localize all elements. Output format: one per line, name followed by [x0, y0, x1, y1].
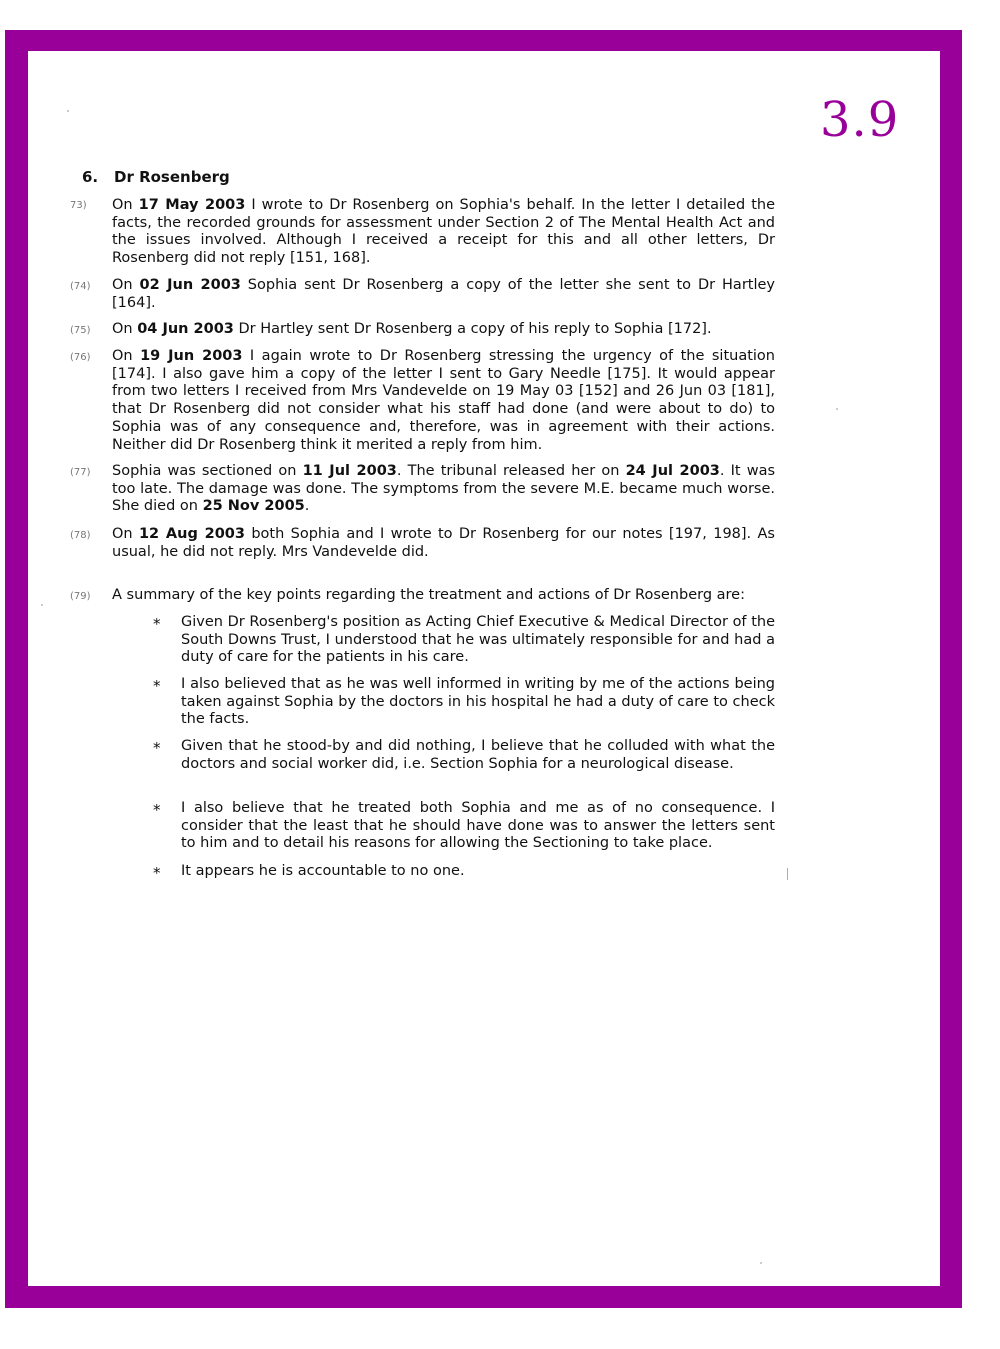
text-run: On	[112, 526, 139, 542]
date-bold: 02 Jun 2003	[139, 277, 241, 293]
paragraph-ref: (75)	[70, 325, 91, 336]
text-run: Sophia was sectioned on	[112, 463, 303, 479]
page-number: 3.9	[820, 92, 900, 148]
section-title: Dr Rosenberg	[114, 168, 230, 186]
text-run: On	[112, 321, 138, 337]
date-bold: 19 Jun 2003	[140, 348, 243, 364]
section-number: 6.	[82, 168, 99, 186]
text-run: . The tribunal released her on	[396, 463, 626, 479]
text-run: On	[112, 277, 140, 293]
text-run: Dr Hartley sent Dr Rosenberg a copy of his reply to Sophia [172].	[233, 321, 712, 337]
paragraph	[112, 463, 775, 516]
section-heading	[82, 168, 230, 186]
paragraph-ref: (76)	[70, 352, 91, 363]
paragraph-ref: 73)	[70, 200, 87, 211]
date-bold: 11 Jul 2003	[302, 463, 397, 479]
scan-speck	[41, 604, 43, 606]
paragraph	[112, 526, 775, 561]
scan-speck	[787, 868, 788, 880]
text-run: On	[112, 197, 139, 213]
date-bold: 17 May 2003	[138, 197, 246, 213]
text-run: Sophia sent Dr Rosenberg a copy of the letter she sent to Dr Hartley [164].	[112, 277, 775, 311]
bullet-marker: *	[153, 739, 161, 757]
text-run: A summary of the key points regarding the treatment and actions of Dr Rosenberg are:	[112, 587, 745, 603]
paragraph	[112, 277, 775, 312]
paragraph-ref: (78)	[70, 530, 91, 541]
scan-speck	[836, 408, 838, 410]
bullet-marker: *	[153, 801, 161, 819]
bullet-item: Given Dr Rosenberg's position as Acting Chief Executive & Medical Director of the South Downs Trust, I understood that he was ultimately responsible for and had a duty of care for the patients in his care.	[181, 614, 775, 666]
paragraph	[112, 321, 775, 339]
paragraph-ref: (77)	[70, 467, 91, 478]
paragraph	[112, 197, 775, 268]
text-run: On	[112, 348, 141, 364]
bullet-item: I also believed that as he was well informed in writing by me of the actions being taken against Sophia by the doctors in his hospital he had a duty of care to check the facts.	[181, 676, 775, 728]
scan-speck	[67, 110, 69, 112]
bullet-item: Given that he stood-by and did nothing, I believe that he colluded with what the doctors and social worker did, i.e. Section Sophia for a neurological disease.	[181, 738, 775, 772]
bullet-item: It appears he is accountable to no one.	[181, 863, 465, 879]
bullet-item: I also believe that he treated both Sophia and me as of no consequence. I consider that the least that he should have done was to answer the letters sent to him and to detail his reasons for allowing the Sectioning to take place.	[181, 800, 775, 852]
text-run: . It was too late. The damage was done. The symptoms from the severe M.E. became much worse. She died on	[112, 463, 776, 515]
bullet-marker: *	[153, 864, 161, 882]
date-bold: 12 Aug 2003	[138, 526, 245, 542]
date-bold: 04 Jun 2003	[137, 321, 234, 337]
text-run: .	[304, 498, 310, 515]
bullet-marker: *	[153, 615, 161, 633]
paragraph	[112, 348, 775, 454]
paragraph	[112, 587, 775, 605]
paragraph-ref: (74)	[70, 281, 91, 292]
scan-speck	[760, 1262, 762, 1264]
paragraph-ref: (79)	[70, 591, 91, 602]
text-run: I again wrote to Dr Rosenberg stressing the urgency of the situation [174]. I also gave him a copy of the letter I sent to Gary Needle [175]. It would appear from two letters I received from Mrs Vandevelde on 19 May 03 [152] and 26 Jun 03 [181], that Dr Rosenberg did not consider what his staff had done (and were about to do) to Sophia was of any consequence and, therefore, was in agreement with their actions. Neither did Dr Rosenberg think it merited a reply from him.	[112, 348, 775, 453]
date-bold: 24 Jul 2003	[625, 463, 720, 479]
bullet-marker: *	[153, 677, 161, 695]
date-bold: 25 Nov 2005	[202, 498, 305, 515]
text-run: I wrote to Dr Rosenberg on Sophia's behalf. In the letter I detailed the facts, the recorded grounds for assessment under Section 2 of The Mental Health Act and the issues involved. Although I received a receipt for this and all other letters, Dr Rosenberg did not reply [151, 168].	[112, 197, 775, 267]
text-run: both Sophia and I wrote to Dr Rosenberg for our notes [197, 198]. As usual, he did not reply. Mrs Vandevelde did.	[112, 526, 775, 560]
